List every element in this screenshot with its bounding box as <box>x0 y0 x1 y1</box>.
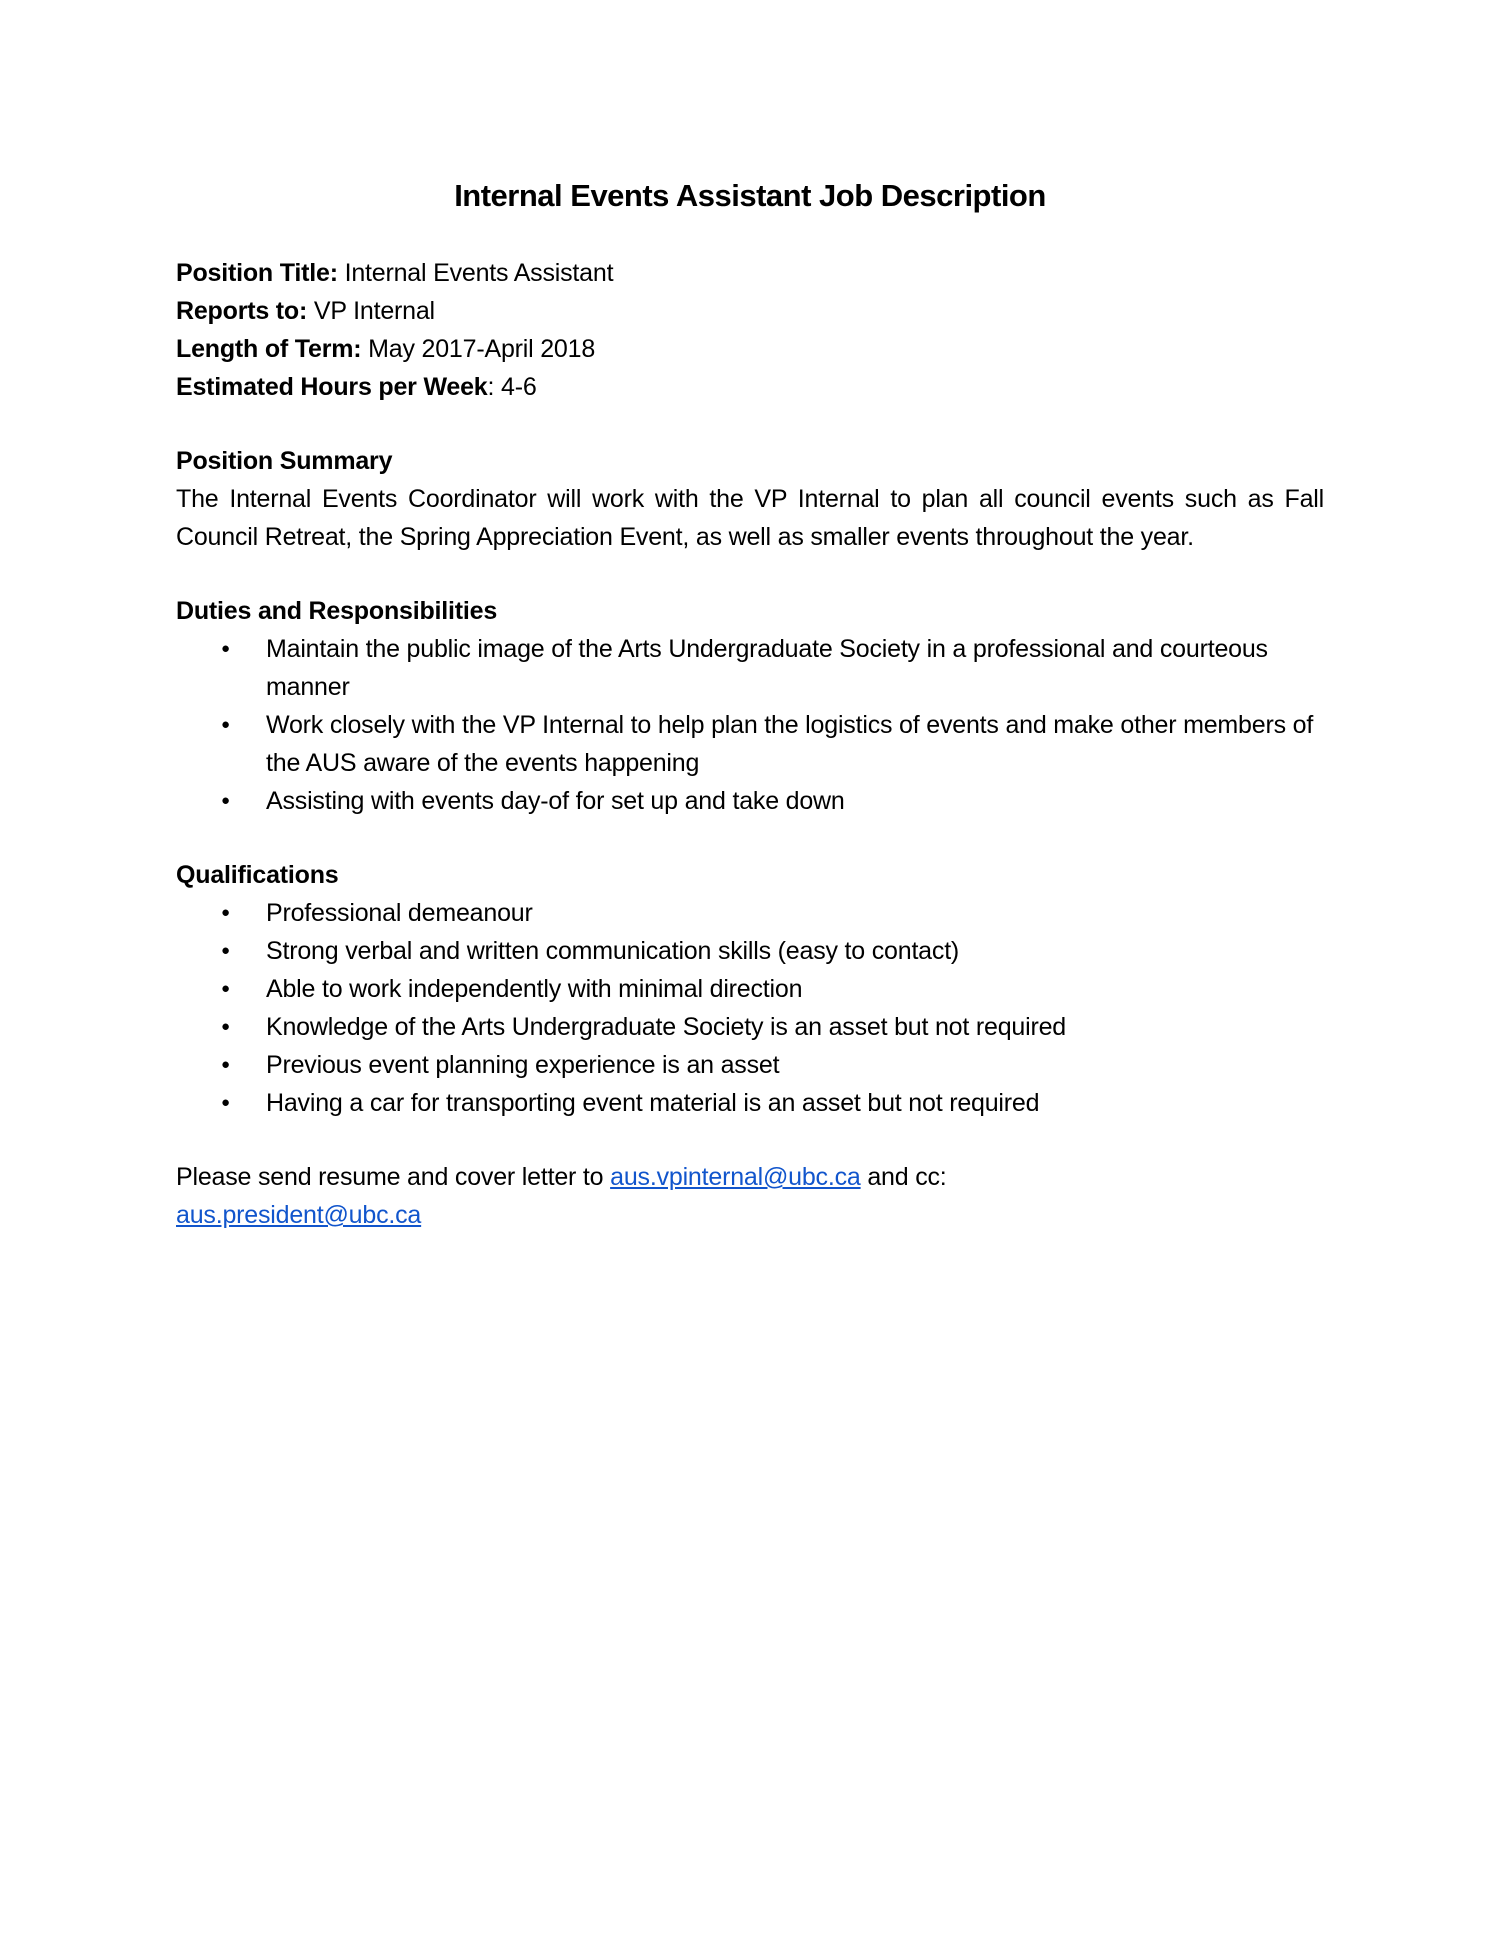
meta-line-estimated-hours <box>176 368 1324 406</box>
list-item <box>176 782 1324 820</box>
list-item-text: Work closely with the VP Internal to help plan the logistics of events and make other members of the AUS aware of the events happening <box>266 711 1314 777</box>
meta-line-length-of-term <box>176 330 1324 368</box>
list-item <box>176 1046 1324 1084</box>
list-item-text: Professional demeanour <box>266 899 533 927</box>
blank-line <box>176 218 1324 254</box>
duties-list <box>176 630 1324 820</box>
blank-line <box>176 820 1324 856</box>
bullet-icon: ● <box>221 904 230 921</box>
list-item-text: Assisting with events day-of for set up and take down <box>266 787 845 815</box>
closing-text: and cc: <box>860 1163 947 1191</box>
list-item <box>176 1008 1324 1046</box>
bullet-icon: ● <box>221 1056 230 1073</box>
meta-line-reports-to <box>176 292 1324 330</box>
bullet-icon: ● <box>221 1018 230 1035</box>
list-item-text: Able to work independently with minimal direction <box>266 975 803 1003</box>
president-email-link[interactable]: aus.president@ubc.ca <box>176 1201 422 1229</box>
meta-label: Length of Term: <box>176 335 362 363</box>
list-item <box>176 706 1324 782</box>
list-item <box>176 932 1324 970</box>
list-item-text: Maintain the public image of the Arts Undergraduate Society in a professional and courteous manner <box>266 635 1268 701</box>
bullet-icon: ● <box>221 980 230 997</box>
meta-label: Position Title: <box>176 259 338 287</box>
list-item-text: Previous event planning experience is an asset <box>266 1051 780 1079</box>
document-title: Internal Events Assistant Job Description <box>454 178 1046 213</box>
blank-line <box>176 1122 1324 1158</box>
list-item <box>176 630 1324 706</box>
bullet-icon: ● <box>221 792 230 809</box>
meta-value: VP Internal <box>307 297 435 325</box>
list-item <box>176 894 1324 932</box>
blank-line <box>176 406 1324 442</box>
bullet-icon: ● <box>221 640 230 657</box>
bullet-icon: ● <box>221 1094 230 1111</box>
qualifications-list <box>176 894 1324 1122</box>
closing-text: Please send resume and cover letter to <box>176 1163 611 1191</box>
blank-line <box>176 556 1324 592</box>
meta-value: May 2017-April 2018 <box>361 335 596 363</box>
meta-line-position-title <box>176 254 1324 292</box>
list-item <box>176 1084 1324 1122</box>
vpinternal-email-link[interactable]: aus.vpinternal@ubc.ca <box>610 1163 861 1191</box>
section-heading-duties: Duties and Responsibilities <box>176 597 498 625</box>
meta-value: : 4-6 <box>487 373 537 401</box>
section-heading-qualifications: Qualifications <box>176 861 339 889</box>
list-item-text: Knowledge of the Arts Undergraduate Society is an asset but not required <box>266 1013 1066 1041</box>
list-item-text: Having a car for transporting event material is an asset but not required <box>266 1089 1040 1117</box>
bullet-icon: ● <box>221 942 230 959</box>
bullet-icon: ● <box>221 716 230 733</box>
meta-value: Internal Events Assistant <box>337 259 614 287</box>
section-heading-position-summary: Position Summary <box>176 447 393 475</box>
position-summary-paragraph: The Internal Events Coordinator will work with the VP Internal to plan all council events such as Fall Council Retreat, the Spring Appreciation Event, as well as smaller events throughout the year. <box>176 485 1324 551</box>
list-item <box>176 970 1324 1008</box>
closing-paragraph <box>176 1158 1324 1234</box>
list-item-text: Strong verbal and written communication skills (easy to contact) <box>266 937 960 965</box>
meta-label: Reports to: <box>176 297 308 325</box>
meta-label: Estimated Hours per Week <box>176 373 488 401</box>
